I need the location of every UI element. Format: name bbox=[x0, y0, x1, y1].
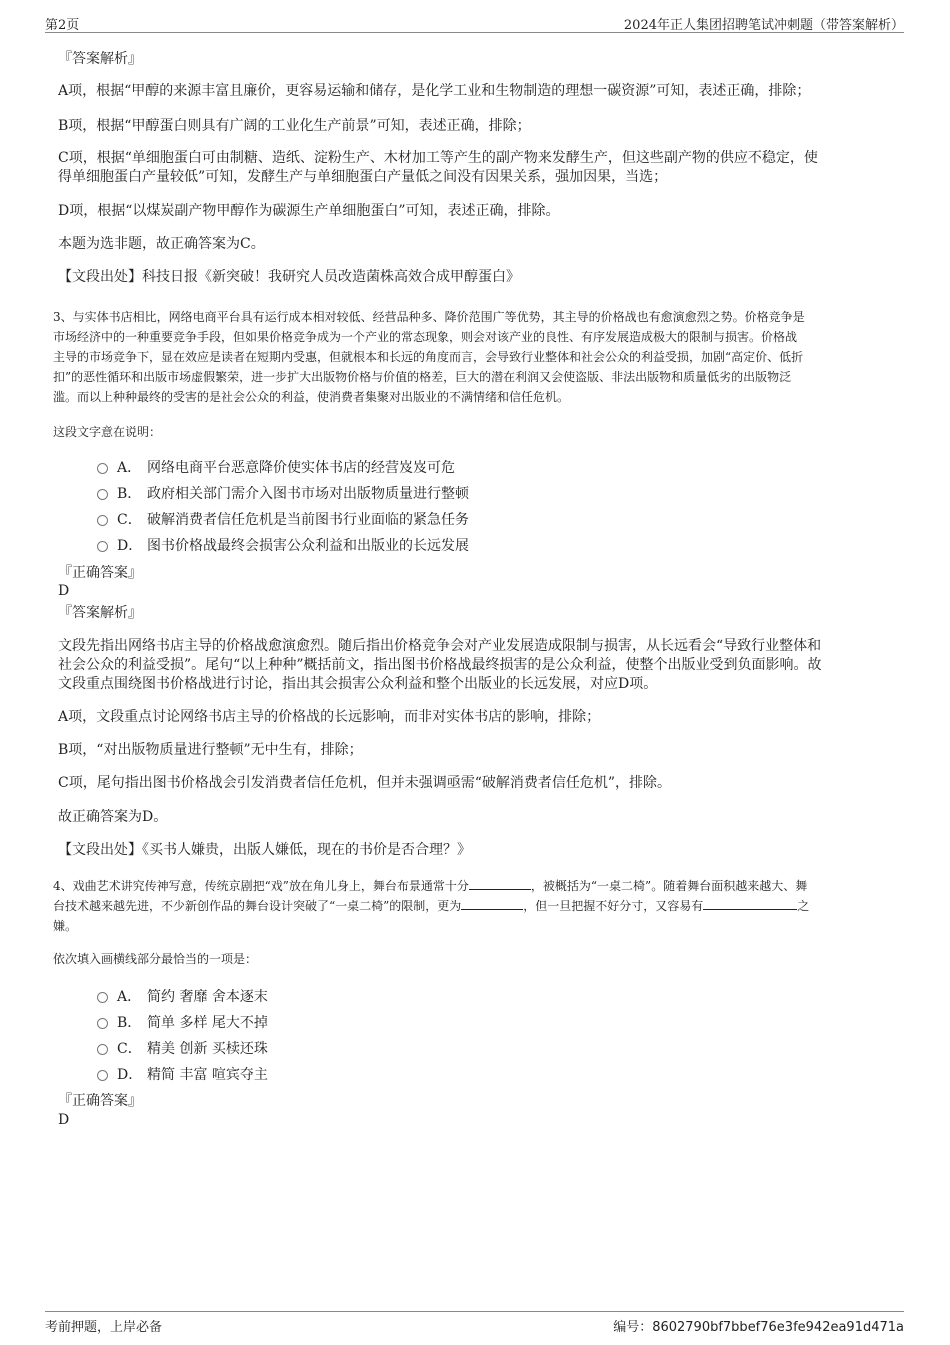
q3-answer: D bbox=[58, 583, 70, 599]
q3-analysis-a: A项，文段重点讨论网络书店主导的价格战的长远影响，而非对实体书店的影响，排除； bbox=[58, 709, 601, 725]
q4-answer: D bbox=[58, 1112, 70, 1128]
q3-conclusion: 故正确答案为D。 bbox=[58, 809, 168, 825]
q2-conclusion: 本题为选非题，故正确答案为C。 bbox=[58, 236, 265, 252]
q3-prompt: 这段文字意在说明： bbox=[53, 425, 162, 439]
footer-slogan: 考前押题，上岸必备 bbox=[45, 1320, 163, 1335]
fill-blank-2 bbox=[461, 897, 523, 910]
page-number: 第2页 bbox=[45, 18, 80, 33]
radio-icon[interactable] bbox=[97, 489, 108, 500]
q3-text-line4: 扣”的恶性循环和出版市场虚假繁荣，进一步扩大出版物价格与价值的格差，巨大的潜在利润又会使盗版、非法出版物和质量低劣的出版物泛 bbox=[53, 370, 792, 384]
q2-analysis-d: D项，根据“以煤炭副产物甲醇作为碳源生产单细胞蛋白”可知，表述正确，排除。 bbox=[58, 203, 560, 219]
document-title: 2024年正人集团招聘笔试冲刺题（带答案解析） bbox=[623, 18, 904, 33]
q3-text-line1: 3、与实体书店相比，网络电商平台具有运行成本相对较低、经营品种多、降价范围广等优势，其主导的价格战也有愈演愈烈之势。价格竞争是 bbox=[53, 310, 805, 324]
fill-blank-1 bbox=[469, 877, 531, 890]
q4-answer-label: 『正确答案』 bbox=[58, 1093, 142, 1109]
q2-analysis-label: 『答案解析』 bbox=[58, 51, 142, 67]
q2-analysis-b: B项，根据“甲醇蛋白则具有广阔的工业化生产前景”可知，表述正确，排除； bbox=[58, 118, 531, 134]
q3-analysis-line3: 文段重点围绕图书价格战进行讨论，指出其会损害公众利益和整个出版业的长远发展，对应D项。 bbox=[58, 676, 658, 692]
q3-analysis-line2: 社会公众的利益受损”。尾句“以上种种”概括前文，指出图书价格战最终损害的是公众利益，使整个出版业受到负面影响。故 bbox=[58, 657, 822, 673]
q3-option-b[interactable]: B． 政府相关部门需介入图书市场对出版物质量进行整顿 bbox=[97, 483, 469, 503]
q2-analysis-c-line2: 得单细胞蛋白产量较低”可知，发酵生产与单细胞蛋白产量低之间没有因果关系，强加因果，当选； bbox=[58, 169, 668, 185]
radio-icon[interactable] bbox=[97, 1070, 108, 1081]
q4-text-line2: 台技术越来越先进，不少新创作品的舞台设计突破了“一桌二椅”的限制，更为 ，但一旦把握不好分寸，又容易有 之 bbox=[53, 899, 810, 913]
q3-option-c[interactable]: C． 破解消费者信任危机是当前图书行业面临的紧急任务 bbox=[97, 509, 469, 529]
q3-text-line5: 滥。而以上种种最终的受害的是社会公众的利益，使消费者集聚对出版业的不满情绪和信任危机。 bbox=[53, 390, 570, 404]
radio-icon[interactable] bbox=[97, 541, 108, 552]
q4-text-line1: 4、戏曲艺术讲究传神写意，传统京剧把“戏”放在角儿身上，舞台布景通常十分 ，被概括为“一桌二椅”。随着舞台面积越来越大、舞 bbox=[53, 879, 808, 893]
page-header bbox=[45, 12, 904, 33]
q4-prompt: 依次填入画横线部分最恰当的一项是： bbox=[53, 952, 258, 966]
fill-blank-3 bbox=[703, 897, 797, 910]
q3-analysis-c: C项，尾句指出图书价格战会引发消费者信任危机，但并未强调亟需“破解消费者信任危机”，排除。 bbox=[58, 775, 672, 791]
q4-option-b[interactable]: B． 简单 多样 尾大不掉 bbox=[97, 1012, 268, 1032]
radio-icon[interactable] bbox=[97, 515, 108, 526]
q3-source: 【文段出处】《买书人嫌贵，出版人嫌低，现在的书价是否合理？》 bbox=[58, 842, 471, 858]
q4-option-a[interactable]: A． 简约 奢靡 舍本逐末 bbox=[97, 986, 268, 1006]
q4-option-d[interactable]: D． 精简 丰富 喧宾夺主 bbox=[97, 1064, 268, 1084]
q2-analysis-a: A项，根据“甲醇的来源丰富且廉价，更容易运输和储存，是化学工业和生物制造的理想一碳资源”可知，表述正确，排除； bbox=[58, 83, 811, 99]
q3-option-a[interactable]: A． 网络电商平台恶意降价使实体书店的经营岌岌可危 bbox=[97, 457, 455, 477]
radio-icon[interactable] bbox=[97, 1044, 108, 1055]
q4-text-line3: 嫌。 bbox=[53, 919, 78, 933]
document-code: 编号：8602790bf7bbef76e3fe942ea91d471a bbox=[613, 1320, 904, 1335]
q3-answer-label: 『正确答案』 bbox=[58, 565, 142, 581]
radio-icon[interactable] bbox=[97, 463, 108, 474]
radio-icon[interactable] bbox=[97, 992, 108, 1003]
radio-icon[interactable] bbox=[97, 1018, 108, 1029]
q3-analysis-b: B项，“对出版物质量进行整顿”无中生有，排除； bbox=[58, 742, 363, 758]
q2-analysis-c-line1: C项，根据“单细胞蛋白可由制糖、造纸、淀粉生产、木材加工等产生的副产物来发酵生产，但这些副产物的供应不稳定，使 bbox=[58, 150, 818, 166]
q4-option-c[interactable]: C． 精美 创新 买椟还珠 bbox=[97, 1038, 268, 1058]
q3-text-line2: 市场经济中的一种重要竞争手段，但如果价格竞争成为一个产业的常态现象，则会对该产业的良性、有序发展造成极大的限制与损害。价格战 bbox=[53, 330, 798, 344]
q3-text-line3: 主导的市场竞争下，显在效应是读者在短期内受惠，但就根本和长远的角度而言，会导致行业整体和社会公众的利益受损，加剧“高定价、低折 bbox=[53, 350, 804, 364]
q3-analysis-label: 『答案解析』 bbox=[58, 605, 142, 621]
q3-analysis-line1: 文段先指出网络书店主导的价格战愈演愈烈。随后指出价格竞争会对产业发展造成限制与损害，从长远看会“导致行业整体和 bbox=[58, 638, 822, 654]
q3-option-d[interactable]: D． 图书价格战最终会损害公众利益和出版业的长远发展 bbox=[97, 535, 469, 555]
q2-source: 【文段出处】科技日报《新突破！我研究人员改造菌株高效合成甲醇蛋白》 bbox=[58, 269, 520, 285]
page-footer bbox=[45, 1311, 904, 1334]
